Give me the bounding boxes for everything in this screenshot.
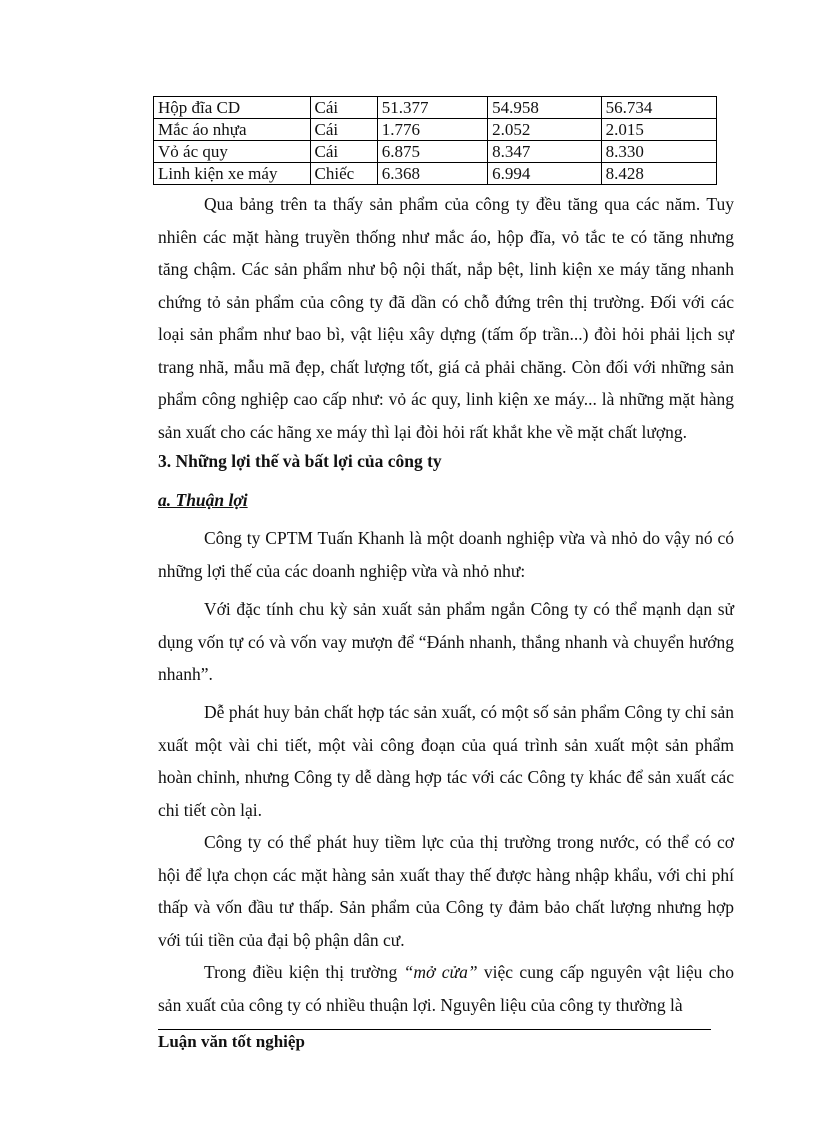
paragraph-text: Dễ phát huy bản chất hợp tác sản xuất, có một số sản phẩm Công ty chỉ sản xuất một vài chi tiết, một vài công đoạn của quá trình sản xuất một sản phẩm hoàn chỉnh, nhưng Công ty dễ dàng hợp tác với các Công ty khác để sản xuất các chi tiết còn lại. [158, 702, 734, 820]
subheading-advantages: a. Thuận lợi [158, 490, 248, 510]
table-cell-value: 6.875 [377, 141, 487, 163]
table-cell-value: 8.428 [601, 163, 716, 185]
paragraph-text-start: Trong điều kiện thị trường [204, 962, 404, 982]
footer-divider [158, 1029, 711, 1030]
table-body [154, 97, 717, 185]
table-cell-unit: Cái [310, 97, 377, 119]
product-output-table [153, 96, 717, 185]
table-cell-product: Hộp đĩa CD [154, 97, 311, 119]
table-cell-value: 2.015 [601, 119, 716, 141]
paragraph-text: Công ty CPTM Tuấn Khanh là một doanh nghiệp vừa và nhỏ do vậy nó có những lợi thế của các doanh nghiệp vừa và nhỏ như: [158, 528, 734, 581]
paragraph-text: Công ty có thể phát huy tiềm lực của thị trường trong nước, có thể có cơ hội để lựa chọn các mặt hàng sản xuất thay thế được hàng nhập khẩu, với chi phí thấp và vốn đầu tư thấp. Sản phẩm của Công ty đảm bảo chất lượng nhưng hợp với túi tiền của đại bộ phận dân cư. [158, 832, 734, 950]
table-cell-value: 6.368 [377, 163, 487, 185]
table-cell-product: Vỏ ác quy [154, 141, 311, 163]
table-cell-unit: Chiếc [310, 163, 377, 185]
paragraph-emphasis: “mở cửa” [403, 962, 478, 982]
paragraph-text [158, 956, 734, 1021]
table-row [154, 141, 717, 163]
paragraph-domestic-market [158, 826, 734, 956]
paragraph-short-cycle [158, 593, 734, 691]
table-row [154, 119, 717, 141]
table-cell-value: 54.958 [488, 97, 601, 119]
paragraph-text-end: việc cung cấp nguyên vật liệu cho sản xuất của công ty có nhiều thuận lợi. Nguyên liệu của công ty thường là [158, 962, 734, 1015]
table-cell-value: 8.330 [601, 141, 716, 163]
table-cell-value: 8.347 [488, 141, 601, 163]
table-cell-product: Mắc áo nhựa [154, 119, 311, 141]
paragraph-text: Qua bảng trên ta thấy sản phẩm của công ty đều tăng qua các năm. Tuy nhiên các mặt hàng truyền thống như mắc áo, hộp đĩa, vỏ tắc te có tăng nhưng tăng chậm. Các sản phẩm như bộ nội thất, nắp bệt, linh kiện xe máy tăng nhanh chứng tỏ sản phẩm của công ty đã dần có chỗ đứng trên thị trường. Đối với các loại sản phẩm như bao bì, vật liệu xây dựng (tấm ốp trần...) đòi hỏi phải lịch sự trang nhã, mẫu mã đẹp, chất lượng tốt, giá cả phải chăng. Còn đối với những sản phẩm công nghiệp cao cấp như: vỏ ác quy, linh kiện xe máy... là những mặt hàng sản xuất cho các hãng xe máy thì lại đòi hỏi rất khắt khe về mặt chất lượng. [158, 194, 734, 442]
paragraph-company-intro [158, 522, 734, 587]
table-cell-value: 6.994 [488, 163, 601, 185]
table-cell-unit: Cái [310, 141, 377, 163]
table-cell-product: Linh kiện xe máy [154, 163, 311, 185]
table-row [154, 97, 717, 119]
paragraph-text: Với đặc tính chu kỳ sản xuất sản phẩm ngắn Công ty có thể mạnh dạn sử dụng vốn tự có và vốn vay mượn để “Đánh nhanh, thắng nhanh và chuyển hướng nhanh”. [158, 599, 734, 684]
paragraph-open-market [158, 956, 734, 1021]
table-row [154, 163, 717, 185]
table-cell-value: 2.052 [488, 119, 601, 141]
table-cell-value: 56.734 [601, 97, 716, 119]
table-cell-unit: Cái [310, 119, 377, 141]
footer-title: Luận văn tốt nghiệp [158, 1032, 305, 1051]
paragraph-product-analysis [158, 188, 734, 448]
paragraph-cooperation [158, 696, 734, 826]
section-heading: 3. Những lợi thế và bất lợi của công ty [158, 451, 442, 471]
table-cell-value: 51.377 [377, 97, 487, 119]
table-cell-value: 1.776 [377, 119, 487, 141]
